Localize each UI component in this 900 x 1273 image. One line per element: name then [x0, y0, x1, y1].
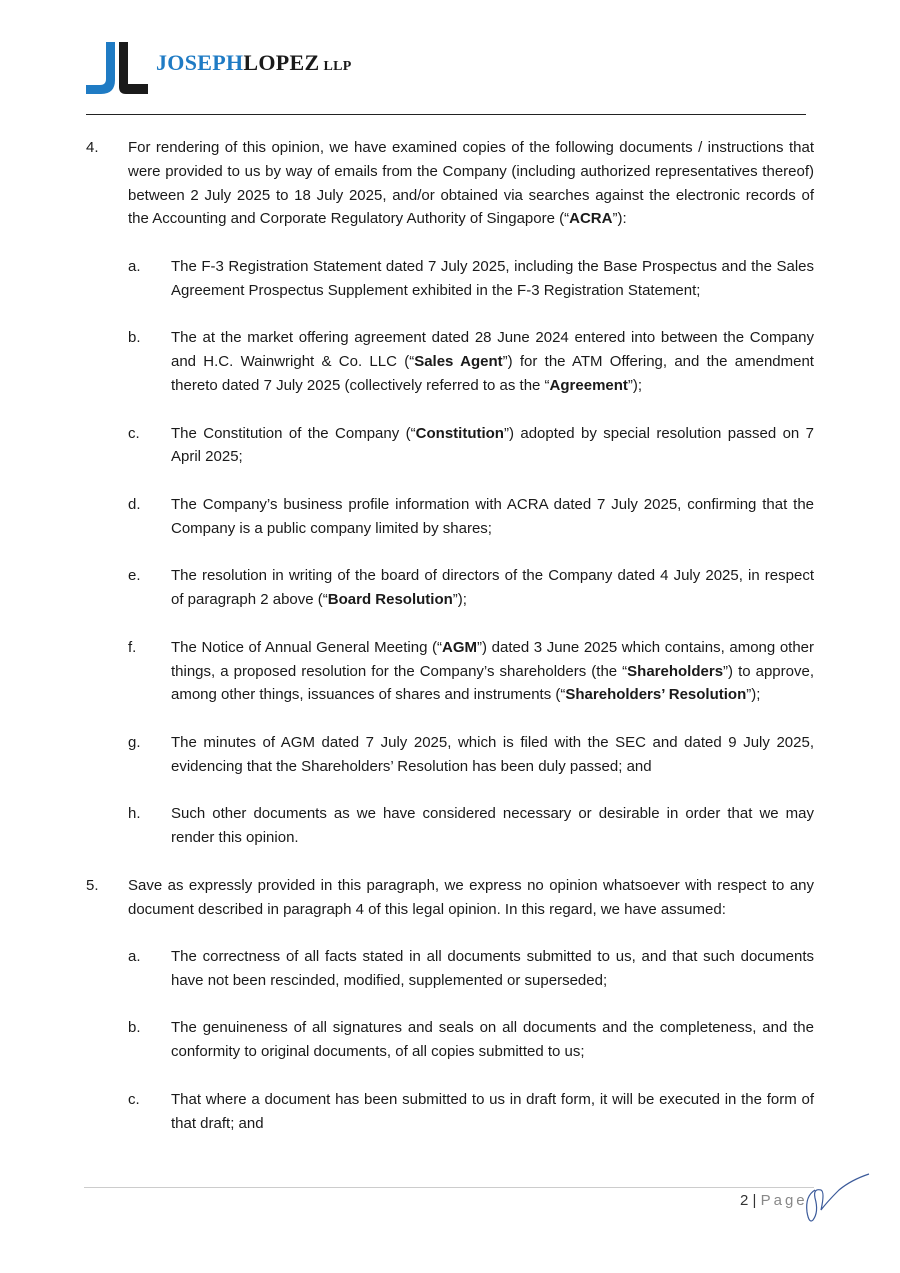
- item-text: The correctness of all facts stated in all documents submitted to us, and that such documents have not been rescinded, modified, supplemented or superseded;: [171, 948, 814, 989]
- paragraph-5: [0, 874, 900, 922]
- item-marker: c.: [128, 424, 140, 442]
- item-marker: a.: [128, 948, 141, 966]
- paragraph-text: Save as expressly provided in this paragraph, we express no opinion whatsoever with respect to any document described in paragraph 4 of this legal opinion. In this regard, we have assumed:: [128, 876, 814, 918]
- defined-term: Shareholders’ Resolution: [565, 686, 747, 704]
- list-item-5b: [0, 1016, 900, 1064]
- footer-divider: [84, 1187, 814, 1188]
- paragraph-text: ”):: [612, 210, 627, 228]
- header-divider: [86, 114, 806, 115]
- list-item-4f: [0, 636, 900, 707]
- firm-name-first: JOSEPH: [156, 50, 244, 75]
- item-text: The Company’s business profile information with ACRA dated 7 July 2025, confirming that the Company is a public company limited by shares;: [171, 495, 814, 537]
- list-item-5a: [0, 945, 900, 993]
- defined-term: AGM: [442, 638, 478, 656]
- list-item-4h: [0, 802, 900, 850]
- item-marker: h.: [128, 805, 141, 823]
- item-marker: g.: [128, 733, 141, 751]
- item-text: The Constitution of the Company (“: [171, 424, 416, 442]
- item-marker: e.: [128, 567, 141, 585]
- page-label: Page: [760, 1192, 808, 1209]
- paragraph-number: 4.: [86, 139, 99, 156]
- signature-initial-icon: [795, 1168, 875, 1228]
- defined-term: Board Resolution: [327, 591, 453, 609]
- item-text: ”) adopted by special resolution passed on 7 April 2025;: [171, 424, 814, 466]
- item-text: The at the market offering agreement dated 28 June 2024 entered into between the Company and H.C. Wainwright & Co. LLC (“: [171, 329, 814, 371]
- item-marker: b.: [128, 1019, 141, 1037]
- item-text: The minutes of AGM dated 7 July 2025, which is filed with the SEC and dated 9 July 2025, evidencing that the Shareholders’ Resolution has been duly passed; and: [171, 733, 814, 775]
- list-item-4e: [0, 564, 900, 612]
- defined-term: Sales Agent: [414, 353, 503, 371]
- item-marker: c.: [128, 1090, 140, 1108]
- item-text: The F-3 Registration Statement dated 7 July 2025, including the Base Prospectus and the Sales Agreement Prospectus Supplement exhibited in the F-3 Registration Statement;: [171, 257, 814, 299]
- item-marker: b.: [128, 329, 141, 347]
- item-text: ”) dated 3 June 2025 which contains, among other things, a proposed resolution for the Company’s shareholders (the “: [171, 638, 815, 680]
- paragraph-number: 5.: [86, 876, 99, 894]
- firm-name-second: LOPEZ: [243, 50, 320, 75]
- item-text: The Notice of Annual General Meeting (“: [171, 638, 443, 656]
- list-item-4d: [0, 493, 900, 541]
- list-item-5c: [0, 1088, 900, 1136]
- jl-monogram-icon: [86, 42, 148, 98]
- defined-term: Constitution: [415, 424, 504, 442]
- item-text: ”);: [627, 376, 643, 394]
- list-item-4a: [0, 255, 900, 303]
- item-marker: f.: [128, 638, 137, 656]
- item-text: That where a document has been submitted to us in draft form, it will be executed in the form of that draft; and: [171, 1090, 814, 1132]
- item-text: The genuineness of all signatures and seals on all documents and the completeness, and the conformity to original documents, of all copies submitted to us;: [171, 1019, 814, 1061]
- item-text: The resolution in writing of the board of directors of the Company dated 4 July 2025, in respect of paragraph 2 above (“: [171, 567, 814, 609]
- item-marker: d.: [128, 495, 141, 513]
- document-body: [0, 136, 900, 1135]
- list-item-4b: [0, 326, 900, 397]
- item-text: ”);: [452, 591, 467, 609]
- list-item-4c: [0, 422, 900, 470]
- list-item-4g: [0, 731, 900, 779]
- item-text: ”);: [746, 686, 761, 704]
- item-text: ”) for the ATM Offering, and the amendment thereto dated 7 July 2025 (collectively referred to as the “: [171, 353, 814, 394]
- item-text: ”) to approve, among other things, issuances of shares and instruments (“: [171, 662, 815, 704]
- item-marker: a.: [128, 257, 141, 275]
- page-separator: |: [752, 1192, 757, 1209]
- item-text: Such other documents as we have considered necessary or desirable in order that we may render this opinion.: [171, 805, 814, 847]
- page-number-value: 2: [740, 1192, 749, 1209]
- firm-logo: [86, 42, 386, 98]
- paragraph-4: [0, 136, 900, 231]
- firm-name: [156, 50, 352, 76]
- paragraph-text: For rendering of this opinion, we have examined copies of the following documents / instructions that were provided to us by way of emails from the Company (including authorized representatives thereof) between 2 July 2025 to 18 July 2025, and/or obtained via searches against the electronic records of the Accounting and Corporate Regulatory Authority of Singapore (“: [128, 139, 814, 228]
- firm-suffix: LLP: [323, 59, 352, 74]
- defined-term: Agreement: [549, 376, 628, 394]
- defined-term: Shareholders: [627, 662, 724, 680]
- defined-term: ACRA: [569, 210, 613, 228]
